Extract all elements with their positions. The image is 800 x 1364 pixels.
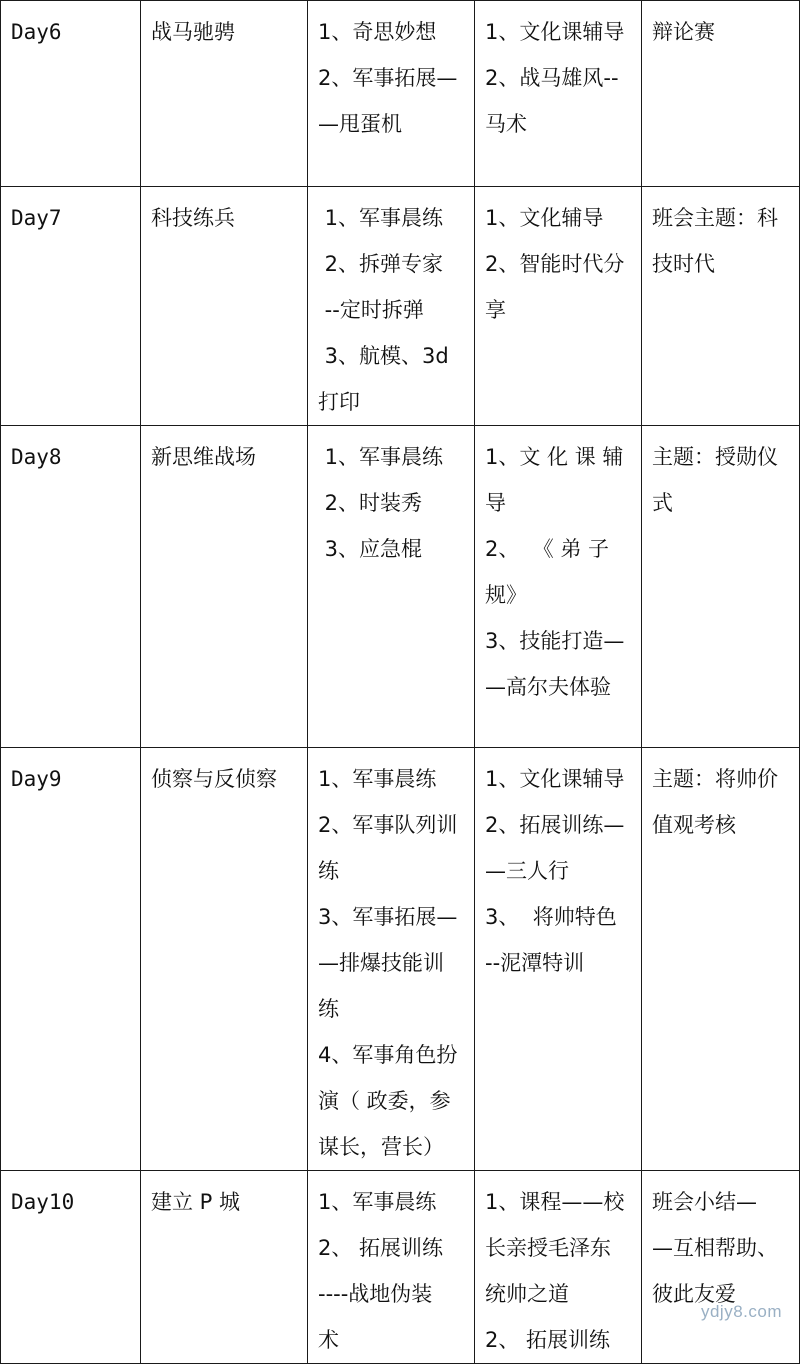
cell-line: 马术 [485, 112, 527, 136]
activities-cell-1 [308, 1, 475, 187]
cell-line: 2、 《 弟 子 [485, 537, 610, 561]
activities-cell-2 [475, 1171, 642, 1364]
activities-cell-2 [475, 187, 642, 426]
cell-line: 2、时装秀 [318, 491, 423, 515]
cell-line: 主题：将帅价 [652, 767, 778, 791]
evening-cell [642, 426, 800, 748]
cell-line: 3、军事拓展— [318, 905, 458, 929]
cell-line: 导 [485, 491, 506, 515]
activities-cell-1 [308, 748, 475, 1171]
theme-label: 建立 P 城 [151, 1190, 241, 1214]
cell-line: 1、文化辅导 [485, 206, 604, 230]
cell-line: 2、军事队列训 [318, 813, 458, 837]
cell-line: 1、军事晨练 [318, 206, 444, 230]
cell-line: 3、 将帅特色 [485, 905, 617, 929]
table-row [1, 748, 800, 1171]
cell-line: --泥潭特训 [485, 951, 585, 975]
table-row [1, 426, 800, 748]
theme-cell [141, 1171, 308, 1364]
day-label: Day8 [11, 445, 62, 469]
cell-line: 班会小结— [652, 1190, 757, 1214]
cell-line: —高尔夫体验 [485, 675, 611, 699]
day-label: Day6 [11, 20, 62, 44]
cell-line: 谋长，营长） [318, 1135, 444, 1159]
cell-line: 长亲授毛泽东 [485, 1236, 611, 1260]
cell-line: 3、技能打造— [485, 629, 625, 653]
cell-line: 式 [652, 491, 673, 515]
cell-line: 享 [485, 298, 506, 322]
cell-line: 统帅之道 [485, 1282, 569, 1306]
cell-line: 练 [318, 859, 339, 883]
theme-label: 侦察与反侦察 [151, 767, 277, 791]
cell-line: 1、文化课辅导 [485, 20, 625, 44]
theme-label: 战马驰骋 [151, 20, 235, 44]
schedule-body [1, 1, 800, 1364]
cell-line: 规》 [485, 583, 527, 607]
day-cell [1, 1, 141, 187]
theme-cell [141, 748, 308, 1171]
theme-cell [141, 426, 308, 748]
table-row [1, 187, 800, 426]
activities-cell-1 [308, 426, 475, 748]
cell-line: 1、文化课辅导 [485, 767, 625, 791]
cell-line: 3、航模、3d [318, 344, 449, 368]
cell-line: 演（ 政委，参 [318, 1089, 451, 1113]
cell-line: 1、军事晨练 [318, 1190, 437, 1214]
cell-line: —互相帮助、 [652, 1236, 778, 1260]
theme-cell [141, 187, 308, 426]
cell-line: ----战地伪装 [318, 1282, 433, 1306]
day-label: Day10 [11, 1190, 75, 1214]
activities-cell-2 [475, 426, 642, 748]
theme-label: 科技练兵 [151, 206, 235, 230]
cell-line: 2、拆弹专家 [318, 252, 444, 276]
day-cell [1, 748, 141, 1171]
cell-line: --定时拆弹 [318, 298, 424, 322]
cell-line: 主题：授勋仪 [652, 445, 778, 469]
cell-line: —甩蛋机 [318, 112, 402, 136]
day-label: Day7 [11, 206, 62, 230]
cell-line: 4、军事角色扮 [318, 1043, 458, 1067]
cell-line: 练 [318, 997, 339, 1021]
cell-line: 打印 [318, 390, 360, 414]
theme-label: 新思维战场 [151, 445, 256, 469]
cell-line: 1、课程——校 [485, 1190, 625, 1214]
cell-line: 值观考核 [652, 813, 736, 837]
day-label: Day9 [11, 767, 62, 791]
cell-line: 1、文 化 课 辅 [485, 445, 624, 469]
cell-line: 2、 拓展训练 [318, 1236, 444, 1260]
cell-line: 术 [318, 1328, 339, 1352]
cell-line: 技时代 [652, 252, 715, 276]
cell-line: 2、智能时代分 [485, 252, 625, 276]
cell-line: 1、军事晨练 [318, 445, 444, 469]
cell-line: 班会主题：科 [652, 206, 778, 230]
cell-line: 2、拓展训练— [485, 813, 625, 837]
cell-line: —三人行 [485, 859, 569, 883]
cell-line: 辩论赛 [652, 20, 715, 44]
table-row [1, 1171, 800, 1364]
day-cell [1, 426, 141, 748]
activities-cell-2 [475, 1, 642, 187]
cell-line: 1、奇思妙想 [318, 20, 437, 44]
activities-cell-1 [308, 1171, 475, 1364]
activities-cell-2 [475, 748, 642, 1171]
table-row [1, 1, 800, 187]
cell-line: 2、 拓展训练 [485, 1328, 611, 1352]
cell-line: 2、战马雄风-- [485, 66, 619, 90]
evening-cell [642, 748, 800, 1171]
day-cell [1, 1171, 141, 1364]
evening-cell [642, 1171, 800, 1364]
evening-cell [642, 1, 800, 187]
cell-line: —排爆技能训 [318, 951, 444, 975]
cell-line: 2、军事拓展— [318, 66, 458, 90]
cell-line: 1、军事晨练 [318, 767, 437, 791]
theme-cell [141, 1, 308, 187]
watermark: ydjy8.com [700, 1302, 782, 1321]
day-cell [1, 187, 141, 426]
cell-line: 3、应急棍 [318, 537, 423, 561]
cell-line: 彼此友爱 [652, 1282, 736, 1306]
evening-cell [642, 187, 800, 426]
activities-cell-1 [308, 187, 475, 426]
